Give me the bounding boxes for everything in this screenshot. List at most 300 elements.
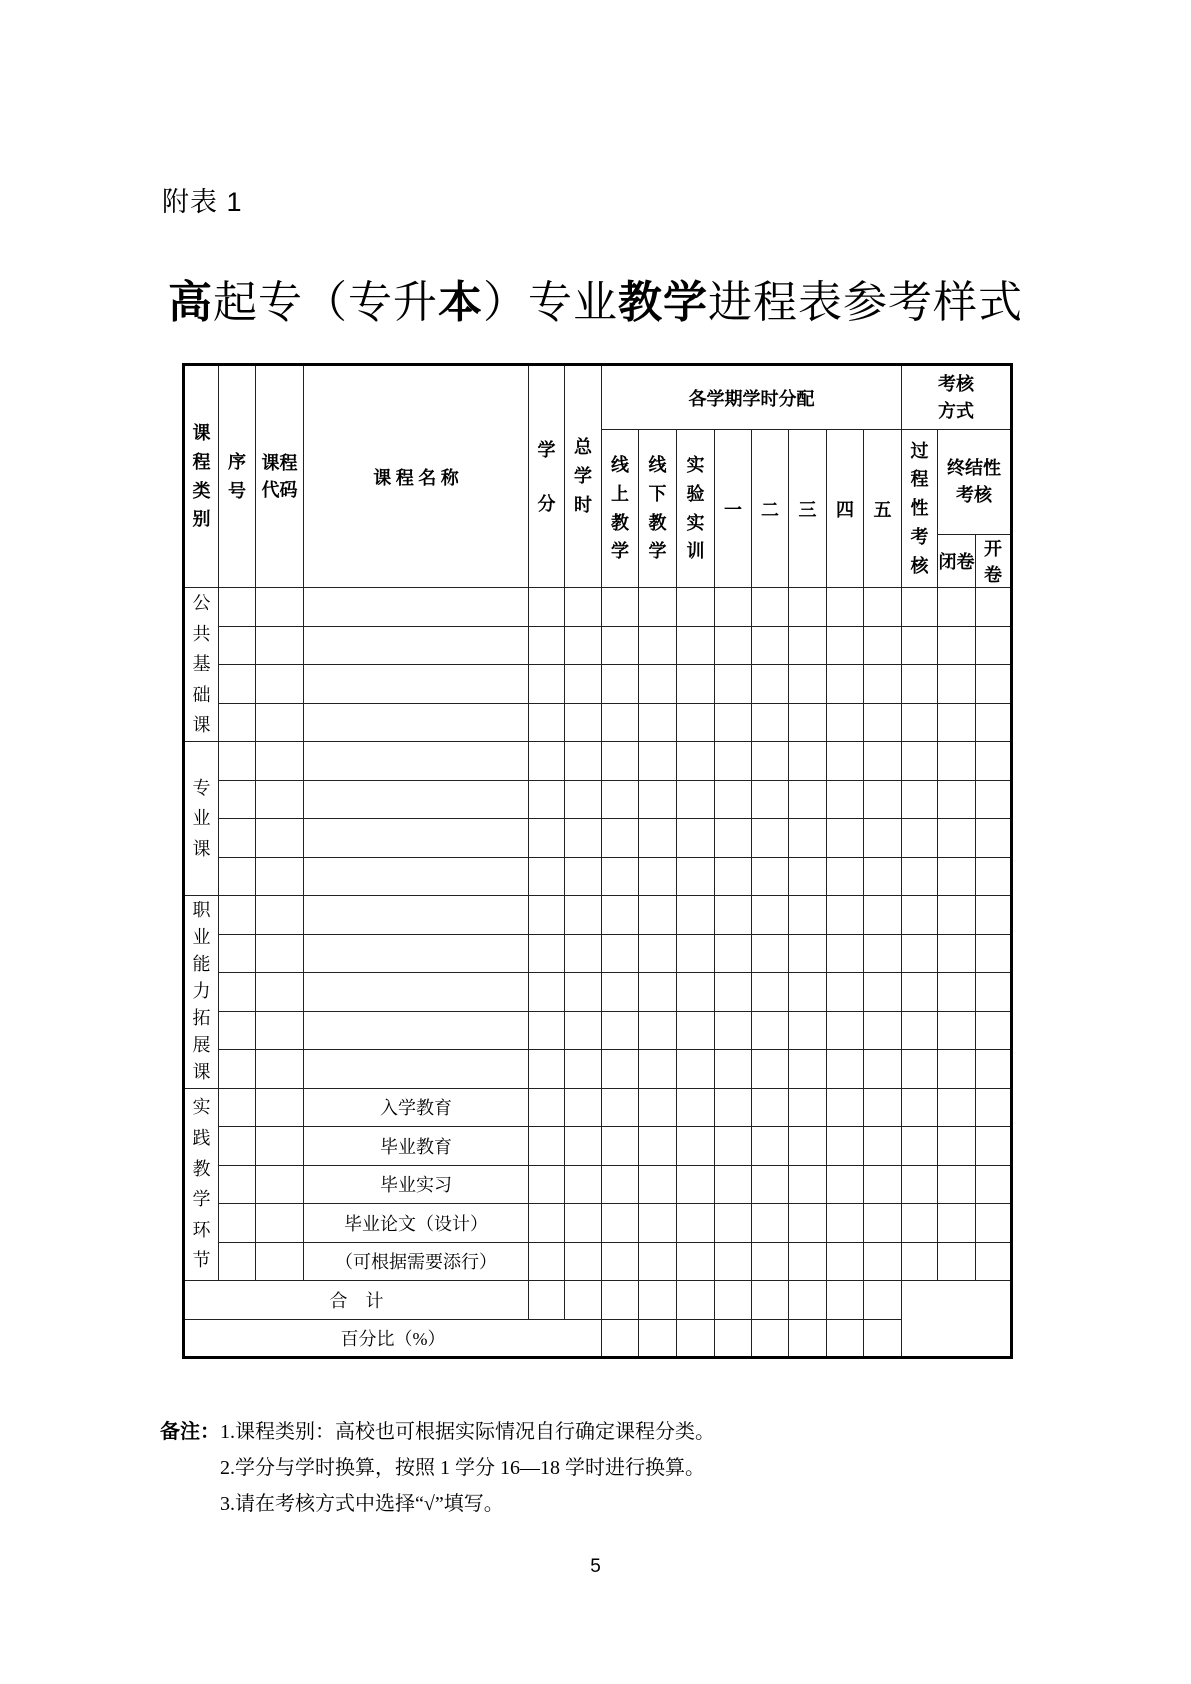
header-offline-teaching: 线下教学	[639, 430, 677, 588]
empty-cell	[639, 780, 677, 819]
empty-cell	[304, 588, 529, 627]
empty-cell	[827, 1127, 864, 1166]
empty-cell	[639, 819, 677, 858]
empty-cell	[864, 1204, 902, 1243]
empty-cell	[715, 1204, 752, 1243]
empty-cell	[529, 1050, 565, 1089]
empty-cell	[938, 896, 976, 935]
empty-cell	[602, 588, 639, 627]
empty-cell	[864, 1050, 902, 1089]
empty-cell	[789, 588, 827, 627]
empty-cell	[902, 1242, 938, 1281]
header-final-assessment: 终结性考核	[938, 430, 1012, 535]
empty-cell	[565, 857, 602, 896]
empty-cell	[219, 857, 256, 896]
course-name-cell: 入学教育	[304, 1088, 529, 1127]
empty-cell	[789, 1242, 827, 1281]
empty-cell	[938, 1088, 976, 1127]
header-course-category: 课程类别	[184, 365, 219, 588]
empty-cell	[529, 780, 565, 819]
title-segment: 本	[438, 278, 483, 327]
empty-cell	[677, 1165, 715, 1204]
empty-cell	[976, 626, 1012, 665]
empty-cell	[639, 857, 677, 896]
empty-cell	[602, 1011, 639, 1050]
empty-cell	[677, 780, 715, 819]
empty-cell	[938, 780, 976, 819]
empty-cell	[976, 857, 1012, 896]
empty-cell	[789, 1165, 827, 1204]
empty-cell	[938, 626, 976, 665]
empty-cell	[902, 742, 938, 781]
empty-cell	[639, 626, 677, 665]
empty-cell	[677, 626, 715, 665]
empty-cell	[827, 588, 864, 627]
empty-cell	[304, 973, 529, 1012]
empty-cell	[864, 934, 902, 973]
empty-cell	[938, 1011, 976, 1050]
empty-cell	[789, 896, 827, 935]
empty-cell	[304, 626, 529, 665]
header-open-book: 开卷	[976, 535, 1012, 588]
empty-cell	[864, 1319, 902, 1358]
empty-cell	[827, 819, 864, 858]
empty-cell	[752, 742, 789, 781]
empty-cell	[976, 973, 1012, 1012]
empty-cell	[565, 1242, 602, 1281]
empty-cell	[902, 857, 938, 896]
header-semester-1: 一	[715, 430, 752, 588]
empty-cell	[752, 1088, 789, 1127]
empty-cell	[976, 703, 1012, 742]
empty-cell	[789, 1204, 827, 1243]
empty-cell	[304, 780, 529, 819]
empty-cell	[827, 742, 864, 781]
empty-cell	[976, 1242, 1012, 1281]
empty-cell	[565, 934, 602, 973]
empty-cell	[256, 896, 304, 935]
empty-cell	[219, 1242, 256, 1281]
empty-cell	[902, 588, 938, 627]
empty-cell	[976, 1088, 1012, 1127]
empty-cell	[602, 1242, 639, 1281]
empty-cell	[864, 1242, 902, 1281]
empty-cell	[219, 1165, 256, 1204]
empty-cell	[602, 742, 639, 781]
empty-cell	[677, 1242, 715, 1281]
empty-cell	[827, 1242, 864, 1281]
empty-cell	[565, 665, 602, 704]
empty-cell	[902, 1204, 938, 1243]
empty-cell	[529, 896, 565, 935]
group-label-professional: 专业课	[184, 742, 219, 896]
empty-cell	[864, 1281, 902, 1320]
empty-cell	[602, 1204, 639, 1243]
empty-cell	[219, 780, 256, 819]
empty-cell	[789, 1050, 827, 1089]
empty-cell	[938, 1050, 976, 1089]
empty-cell	[565, 896, 602, 935]
empty-cell	[827, 973, 864, 1012]
empty-cell	[677, 703, 715, 742]
empty-cell	[219, 703, 256, 742]
empty-cell	[304, 819, 529, 858]
empty-cell	[639, 588, 677, 627]
empty-cell	[789, 934, 827, 973]
empty-cell	[902, 780, 938, 819]
empty-cell	[715, 588, 752, 627]
empty-cell	[529, 1242, 565, 1281]
empty-cell	[827, 1204, 864, 1243]
empty-cell	[752, 588, 789, 627]
notes-label: 备注：	[160, 1421, 220, 1443]
empty-cell	[529, 742, 565, 781]
empty-cell	[976, 665, 1012, 704]
empty-cell	[752, 1204, 789, 1243]
empty-cell	[752, 703, 789, 742]
empty-cell	[864, 973, 902, 1012]
empty-cell	[976, 1127, 1012, 1166]
empty-cell	[304, 703, 529, 742]
empty-cell	[827, 1165, 864, 1204]
empty-cell	[715, 1242, 752, 1281]
empty-cell	[827, 934, 864, 973]
header-course-name: 课 程 名 称	[304, 365, 529, 588]
schedule-table	[182, 363, 1013, 1359]
empty-cell	[938, 973, 976, 1012]
empty-cell	[976, 896, 1012, 935]
empty-cell	[565, 1204, 602, 1243]
empty-cell	[902, 896, 938, 935]
empty-cell	[639, 973, 677, 1012]
empty-cell	[938, 1165, 976, 1204]
empty-cell	[677, 1088, 715, 1127]
empty-cell	[529, 1088, 565, 1127]
empty-cell	[529, 1204, 565, 1243]
empty-cell	[864, 1127, 902, 1166]
empty-cell	[529, 1165, 565, 1204]
empty-cell	[639, 1127, 677, 1166]
header-closed-book: 闭卷	[938, 535, 976, 588]
empty-cell	[602, 1088, 639, 1127]
empty-cell	[715, 780, 752, 819]
empty-cell	[938, 819, 976, 858]
empty-cell	[752, 1127, 789, 1166]
empty-cell	[677, 1011, 715, 1050]
empty-cell	[902, 819, 938, 858]
empty-cell	[902, 1088, 938, 1127]
empty-cell	[827, 857, 864, 896]
empty-cell	[715, 1127, 752, 1166]
empty-cell	[219, 742, 256, 781]
header-assessment-group: 考核方式	[902, 365, 1012, 430]
header-semester-2: 二	[752, 430, 789, 588]
empty-cell	[565, 973, 602, 1012]
empty-cell	[789, 1281, 827, 1320]
empty-cell	[639, 742, 677, 781]
empty-cell	[219, 626, 256, 665]
empty-cell	[902, 973, 938, 1012]
empty-cell	[864, 1011, 902, 1050]
empty-cell	[976, 1050, 1012, 1089]
empty-cell	[976, 1165, 1012, 1204]
empty-cell	[219, 973, 256, 1012]
empty-cell	[938, 934, 976, 973]
empty-cell	[256, 703, 304, 742]
empty-cell	[256, 1127, 304, 1166]
empty-cell	[256, 973, 304, 1012]
empty-cell	[565, 742, 602, 781]
empty-cell	[602, 1050, 639, 1089]
empty-cell	[529, 1281, 565, 1320]
empty-cell	[864, 1088, 902, 1127]
empty-cell	[902, 626, 938, 665]
empty-cell	[789, 1127, 827, 1166]
empty-cell	[715, 1165, 752, 1204]
empty-cell	[639, 934, 677, 973]
empty-cell	[639, 665, 677, 704]
empty-cell	[752, 780, 789, 819]
empty-cell	[715, 742, 752, 781]
empty-cell	[256, 742, 304, 781]
empty-cell	[677, 1204, 715, 1243]
empty-cell	[789, 780, 827, 819]
empty-cell	[304, 742, 529, 781]
empty-cell	[976, 780, 1012, 819]
header-online-teaching: 线上教学	[602, 430, 639, 588]
empty-cell	[219, 588, 256, 627]
empty-cell	[902, 1127, 938, 1166]
header-semester-3: 三	[789, 430, 827, 588]
empty-cell	[789, 703, 827, 742]
empty-cell	[565, 626, 602, 665]
empty-cell	[715, 857, 752, 896]
header-total-hours: 总学时	[565, 365, 602, 588]
empty-cell	[938, 1204, 976, 1243]
empty-cell	[938, 1242, 976, 1281]
empty-cell	[256, 665, 304, 704]
empty-cell	[752, 626, 789, 665]
empty-cell	[864, 896, 902, 935]
empty-cell	[639, 1319, 677, 1358]
header-process-assessment: 过程性考核	[902, 430, 938, 588]
empty-cell	[752, 934, 789, 973]
empty-cell	[256, 780, 304, 819]
empty-cell	[565, 819, 602, 858]
empty-cell	[639, 1011, 677, 1050]
empty-cell	[789, 973, 827, 1012]
empty-cell	[902, 665, 938, 704]
empty-cell	[938, 588, 976, 627]
empty-cell	[529, 819, 565, 858]
empty-cell	[789, 1319, 827, 1358]
empty-cell	[752, 819, 789, 858]
empty-cell	[639, 1204, 677, 1243]
merged-assessment-cell	[902, 1281, 1012, 1358]
empty-cell	[304, 1050, 529, 1089]
empty-cell	[938, 742, 976, 781]
course-name-cell: 毕业教育	[304, 1127, 529, 1166]
empty-cell	[715, 896, 752, 935]
empty-cell	[256, 1165, 304, 1204]
course-name-cell: （可根据需要添行）	[304, 1242, 529, 1281]
title-segment: 起专（专升	[213, 278, 438, 327]
empty-cell	[529, 1127, 565, 1166]
empty-cell	[602, 934, 639, 973]
title-segment: 进程表参考样式	[708, 278, 1023, 327]
empty-cell	[639, 1242, 677, 1281]
note-item: 1.课程类别：高校也可根据实际情况自行确定课程分类。	[220, 1421, 715, 1443]
empty-cell	[827, 626, 864, 665]
empty-cell	[752, 1281, 789, 1320]
empty-cell	[256, 588, 304, 627]
page-number: 5	[590, 1556, 601, 1577]
empty-cell	[864, 665, 902, 704]
empty-cell	[565, 1165, 602, 1204]
empty-cell	[639, 1050, 677, 1089]
empty-cell	[827, 1281, 864, 1320]
empty-cell	[565, 1050, 602, 1089]
empty-cell	[902, 1165, 938, 1204]
header-semester-hours-group: 各学期学时分配	[602, 365, 902, 430]
empty-cell	[639, 1281, 677, 1320]
empty-cell	[715, 1281, 752, 1320]
empty-cell	[304, 934, 529, 973]
empty-cell	[219, 819, 256, 858]
empty-cell	[602, 973, 639, 1012]
empty-cell	[827, 896, 864, 935]
empty-cell	[529, 1011, 565, 1050]
empty-cell	[677, 934, 715, 973]
empty-cell	[752, 1319, 789, 1358]
empty-cell	[827, 1050, 864, 1089]
empty-cell	[304, 1011, 529, 1050]
empty-cell	[864, 819, 902, 858]
empty-cell	[677, 857, 715, 896]
empty-cell	[938, 857, 976, 896]
empty-cell	[902, 703, 938, 742]
empty-cell	[602, 1127, 639, 1166]
empty-cell	[976, 934, 1012, 973]
header-semester-4: 四	[827, 430, 864, 588]
empty-cell	[752, 1011, 789, 1050]
empty-cell	[715, 703, 752, 742]
empty-cell	[304, 665, 529, 704]
empty-cell	[715, 973, 752, 1012]
empty-cell	[639, 896, 677, 935]
empty-cell	[677, 819, 715, 858]
empty-cell	[752, 896, 789, 935]
empty-cell	[789, 1011, 827, 1050]
empty-cell	[304, 896, 529, 935]
empty-cell	[565, 1281, 602, 1320]
empty-cell	[677, 742, 715, 781]
empty-cell	[715, 1050, 752, 1089]
empty-cell	[864, 780, 902, 819]
note-item: 2.学分与学时换算，按照 1 学分 16—18 学时进行换算。	[220, 1457, 705, 1479]
empty-cell	[976, 819, 1012, 858]
empty-cell	[827, 665, 864, 704]
empty-cell	[752, 1050, 789, 1089]
empty-cell	[219, 665, 256, 704]
empty-cell	[827, 703, 864, 742]
empty-cell	[529, 626, 565, 665]
header-seq-no: 序号	[219, 365, 256, 588]
empty-cell	[677, 1281, 715, 1320]
empty-cell	[715, 626, 752, 665]
empty-cell	[864, 742, 902, 781]
title-segment: 高	[168, 278, 213, 327]
total-label-cell: 合 计	[184, 1281, 529, 1320]
empty-cell	[639, 1165, 677, 1204]
empty-cell	[602, 819, 639, 858]
empty-cell	[976, 742, 1012, 781]
empty-cell	[677, 588, 715, 627]
empty-cell	[789, 626, 827, 665]
empty-cell	[565, 588, 602, 627]
empty-cell	[219, 1050, 256, 1089]
empty-cell	[938, 703, 976, 742]
empty-cell	[677, 1050, 715, 1089]
empty-cell	[938, 1127, 976, 1166]
empty-cell	[752, 665, 789, 704]
empty-cell	[677, 1319, 715, 1358]
empty-cell	[529, 973, 565, 1012]
page-title	[0, 266, 1191, 330]
empty-cell	[529, 857, 565, 896]
empty-cell	[864, 857, 902, 896]
empty-cell	[256, 1088, 304, 1127]
header-semester-5: 五	[864, 430, 902, 588]
empty-cell	[827, 1088, 864, 1127]
empty-cell	[715, 819, 752, 858]
empty-cell	[789, 819, 827, 858]
empty-cell	[256, 857, 304, 896]
empty-cell	[902, 934, 938, 973]
empty-cell	[219, 896, 256, 935]
empty-cell	[256, 626, 304, 665]
empty-cell	[715, 1011, 752, 1050]
empty-cell	[256, 1242, 304, 1281]
empty-cell	[529, 588, 565, 627]
course-name-cell: 毕业论文（设计）	[304, 1204, 529, 1243]
appendix-label: 附表 1	[162, 187, 243, 217]
empty-cell	[752, 1242, 789, 1281]
empty-cell	[256, 1204, 304, 1243]
group-label-vocational-expansion: 职业能力拓展课	[184, 896, 219, 1089]
empty-cell	[565, 1127, 602, 1166]
empty-cell	[789, 665, 827, 704]
empty-cell	[256, 1050, 304, 1089]
empty-cell	[602, 1319, 639, 1358]
empty-cell	[715, 665, 752, 704]
empty-cell	[529, 703, 565, 742]
empty-cell	[565, 780, 602, 819]
group-label-public-basic: 公共基础课	[184, 588, 219, 742]
empty-cell	[827, 780, 864, 819]
empty-cell	[864, 1165, 902, 1204]
empty-cell	[256, 934, 304, 973]
empty-cell	[677, 973, 715, 1012]
empty-cell	[256, 1011, 304, 1050]
notes-items	[220, 1414, 715, 1522]
empty-cell	[752, 857, 789, 896]
title-segment: 教学	[618, 278, 708, 327]
empty-cell	[602, 665, 639, 704]
empty-cell	[304, 857, 529, 896]
empty-cell	[602, 1165, 639, 1204]
empty-cell	[256, 819, 304, 858]
